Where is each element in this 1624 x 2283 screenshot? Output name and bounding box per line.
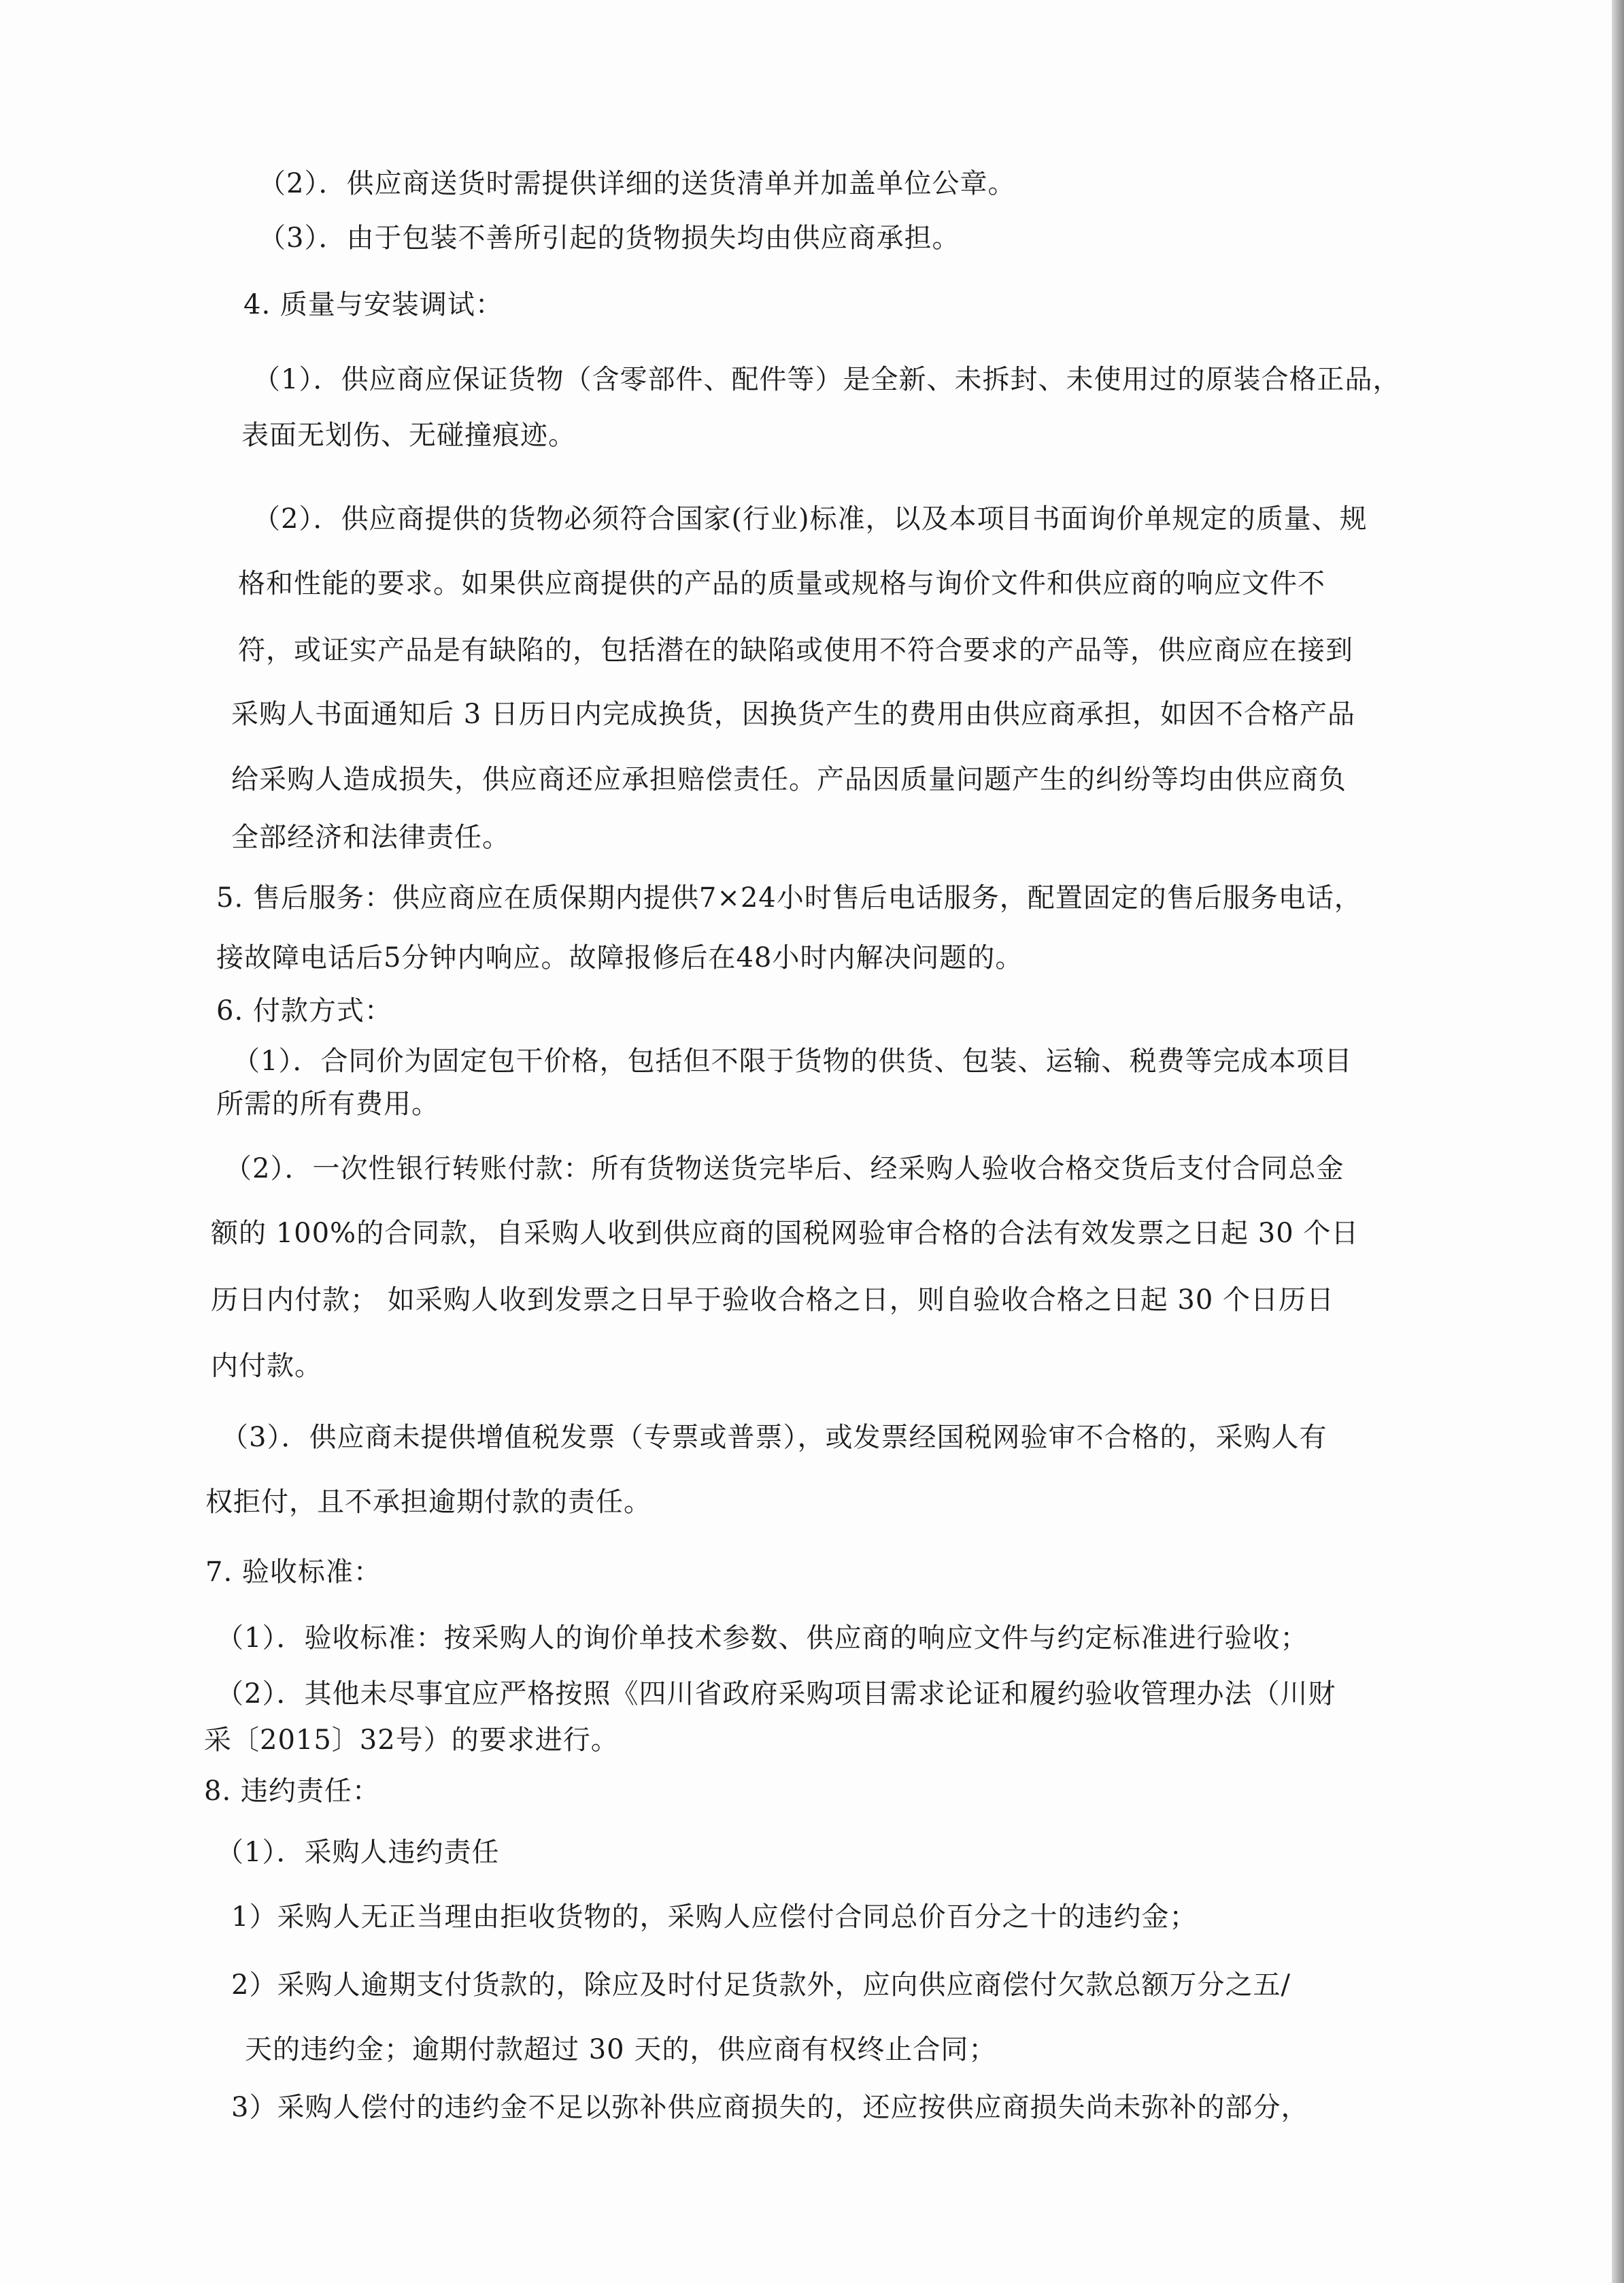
- text-line: 额的 100%的合同款，自采购人收到供应商的国税网验审合格的合法有效发票之日起 30 个日: [211, 1218, 1359, 1249]
- text-line: 采购人书面通知后 3 日历日内完成换货，因换货产生的费用由供应商承担，如因不合格产品: [231, 699, 1355, 730]
- text-line: （2）．一次性银行转账付款：所有货物送货完毕后、经采购人验收合格交货后支付合同总金: [224, 1153, 1344, 1184]
- text-line: 内付款。: [211, 1350, 322, 1382]
- page-edge-shadow: [1612, 0, 1624, 2283]
- text-line: （2）．供应商送货时需提供详细的送货清单并加盖单位公章。: [258, 168, 1016, 199]
- section-heading: 6. 付款方式：: [216, 995, 392, 1027]
- section-heading: 7. 验收标准：: [205, 1556, 382, 1588]
- text-line: （2）．供应商提供的货物必须符合国家(行业)标准，以及本项目书面询价单规定的质量、规: [253, 503, 1368, 535]
- text-line: 权拒付，且不承担逾期付款的责任。: [205, 1486, 652, 1518]
- text-line: 历日内付款； 如采购人收到发票之日早于验收合格之日，则自验收合格之日起 30 个日历日: [211, 1284, 1335, 1316]
- section-heading: 8. 违约责任：: [204, 1776, 380, 1807]
- text-line: 符，或证实产品是有缺陷的，包括潜在的缺陷或使用不符合要求的产品等，供应商应在接到: [238, 635, 1353, 666]
- text-line: 格和性能的要求。如果供应商提供的产品的质量或规格与询价文件和供应商的响应文件不: [238, 568, 1325, 599]
- text-line: （1）．合同价为固定包干价格，包括但不限于货物的供货、包装、运输、税费等完成本项目: [233, 1046, 1353, 1077]
- text-line: （1）．验收标准：按采购人的询价单技术参数、供应商的响应文件与约定标准进行验收；: [216, 1622, 1308, 1654]
- section-heading: 5. 售后服务：供应商应在质保期内提供7×24小时售后电话服务，配置固定的售后服务电话，: [216, 882, 1362, 914]
- text-line: 3）采购人偿付的违约金不足以弥补供应商损失的，还应按供应商损失尚未弥补的部分，: [231, 2092, 1309, 2123]
- section-heading: 4. 质量与安装调试：: [243, 289, 503, 320]
- text-line: 表面无划伤、无碰撞痕迹。: [241, 420, 576, 451]
- text-line: 2）采购人逾期支付货款的，除应及时付足货款外，应向供应商偿付欠款总额万分之五/: [231, 1969, 1291, 2001]
- text-line: 所需的所有费用。: [216, 1088, 439, 1120]
- text-line: 全部经济和法律责任。: [231, 822, 510, 853]
- text-line: （1）．采购人违约责任: [216, 1837, 500, 1868]
- text-line: （2）．其他未尽事宜应严格按照《四川省政府采购项目需求论证和履约验收管理办法（川财: [216, 1678, 1336, 1710]
- text-line: （1）．供应商应保证货物（含零部件、配件等）是全新、未拆封、未使用过的原装合格正品，: [253, 364, 1401, 395]
- text-line: 1）采购人无正当理由拒收货物的，采购人应偿付合同总价百分之十的违约金；: [231, 1901, 1198, 1933]
- text-line: 天的违约金；逾期付款超过 30 天的，供应商有权终止合同；: [245, 2034, 997, 2065]
- text-line: 采〔2015〕32号）的要求进行。: [204, 1724, 619, 1756]
- text-line: 给采购人造成损失，供应商还应承担赔偿责任。产品因质量问题产生的纠纷等均由供应商负: [231, 764, 1347, 795]
- text-line: （3）．供应商未提供增值税发票（专票或普票），或发票经国税网验审不合格的，采购人有: [221, 1422, 1327, 1453]
- text-line: 接故障电话后5分钟内响应。故障报修后在48小时内解决问题的。: [216, 942, 1024, 973]
- text-line: （3）．由于包装不善所引起的货物损失均由供应商承担。: [258, 222, 960, 254]
